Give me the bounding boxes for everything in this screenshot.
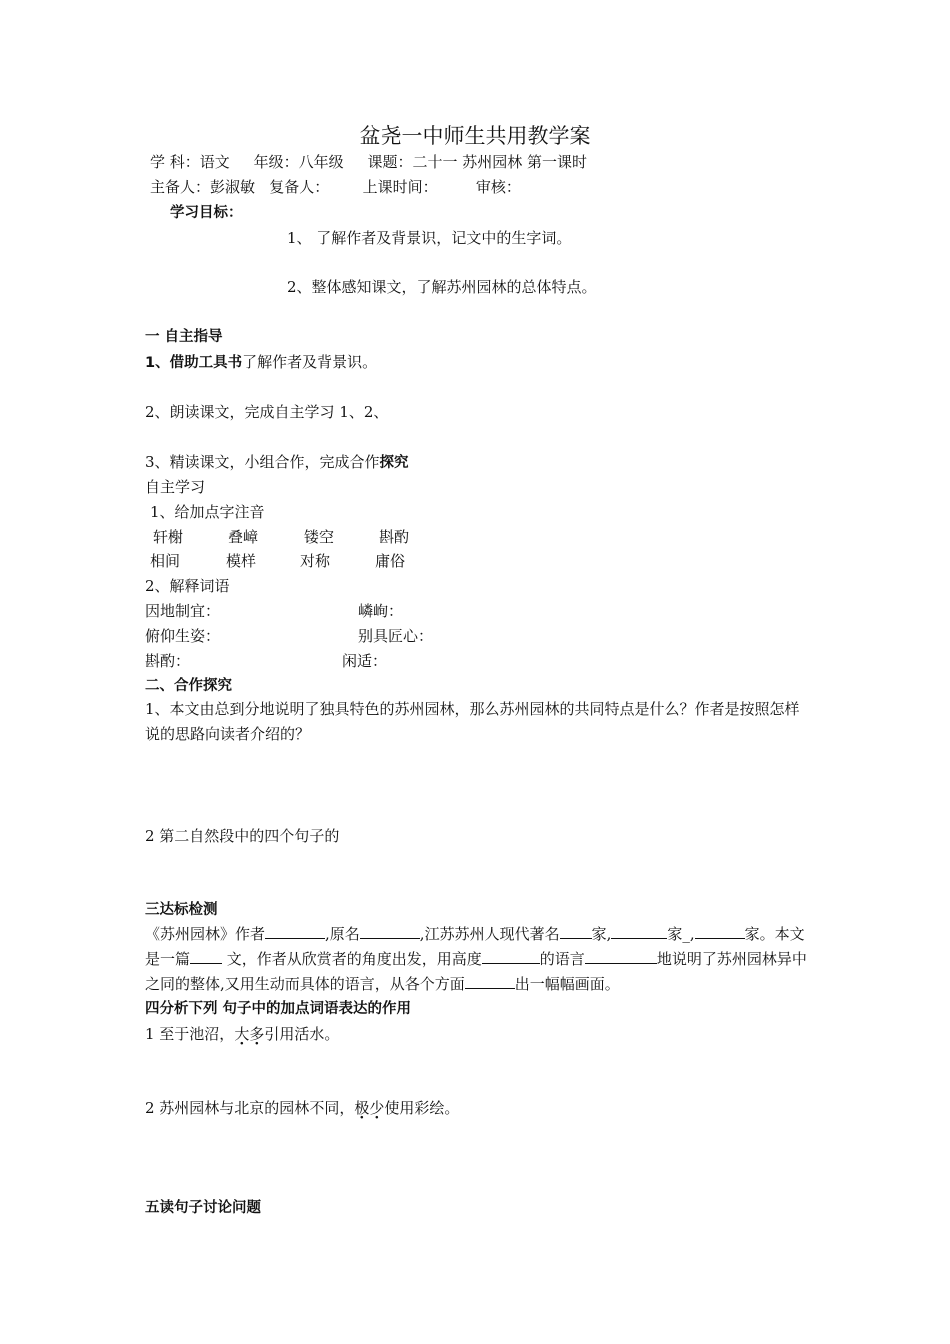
question-1: 1、本文由总到分地说明了独具特色的苏州园林，那么苏州园林的共同特点是什么？作者是按照怎样说的思路向读者介绍的？ [145,700,800,743]
self-study-label: 自主学习 [145,478,206,496]
analysis-sentence-1: 1 至于池沼，大多引用活水。 [145,1025,340,1043]
dotted-char: 多 [249,1025,265,1043]
meta-line-subject: 学 科：语文 年级：八年级 课题：二十一 苏州园林 第一课时 [150,153,587,171]
goal-item-1: 1、 了解作者及背景识，记文中的生字词。 [287,229,572,247]
pinyin-word: 轩榭 [153,528,184,546]
term-right: 嶙峋： [358,602,404,620]
step-1-bold: 1、借助工具书 [145,355,243,371]
step-1-rest: 了解作者及背景识。 [242,353,378,371]
goal-item-2: 2、整体感知课文，了解苏州园林的总体特点。 [287,278,597,296]
term-right: 闲适： [342,652,388,670]
dotted-char: 极 [354,1099,370,1117]
section1-heading: 一 自主指导 [145,329,223,345]
dotted-char: 少 [369,1099,385,1117]
term-left: 因地制宜： [145,602,221,620]
fill-blank-paragraph: 《苏州园林》作者 ,原名 ,江苏苏州人现代著名 家, 家_, 家。本文是一篇 文，作者从欣赏者的角度出发，用高度 的语言 地说明了苏州园林异中之同的整体,又用生动而具体的语言，从各个方面 出一幅幅画面。 [145,925,807,993]
pinyin-word: 相间 [150,552,181,570]
page-title: 盆尧一中师生共用教学案 [359,124,591,148]
section2-heading: 二、合作探究 [145,678,232,694]
term-left: 俯仰生姿： [145,627,221,645]
pinyin-word: 对称 [300,552,331,570]
step-3-text: 3、精读课文，小组合作，完成合作 [145,453,380,471]
section3-heading: 三达标检测 [145,902,218,918]
pinyin-word: 镂空 [304,528,335,546]
term-left: 斟酌： [145,652,191,670]
step-1 [145,352,377,373]
dotted-char: 大 [234,1025,250,1043]
step-3-bold: 探究 [379,455,409,471]
pinyin-word: 斟酌 [379,528,410,546]
step-2: 2、朗读课文，完成自主学习 1、2、 [145,403,389,421]
section4-heading: 四分析下列 句子中的加点词语表达的作用 [145,1001,412,1017]
pinyin-word: 庸俗 [375,552,406,570]
step-3 [145,452,409,473]
goals-heading: 学习目标： [170,205,243,221]
pinyin-title: 1、给加点字注音 [150,503,265,521]
pinyin-word: 叠嶂 [228,528,259,546]
meta-line-authors: 主备人：彭淑敏 复备人： 上课时间： 审核： [150,178,521,196]
analysis-sentence-2: 2 苏州园林与北京的园林不同，极少使用彩绘。 [145,1099,460,1117]
term-right: 别具匠心： [358,627,434,645]
pinyin-word: 模样 [226,552,257,570]
explain-title: 2、解释词语 [145,577,230,595]
section5-heading: 五读句子讨论问题 [145,1200,261,1216]
question-2: 2 第二自然段中的四个句子的 [145,827,340,845]
